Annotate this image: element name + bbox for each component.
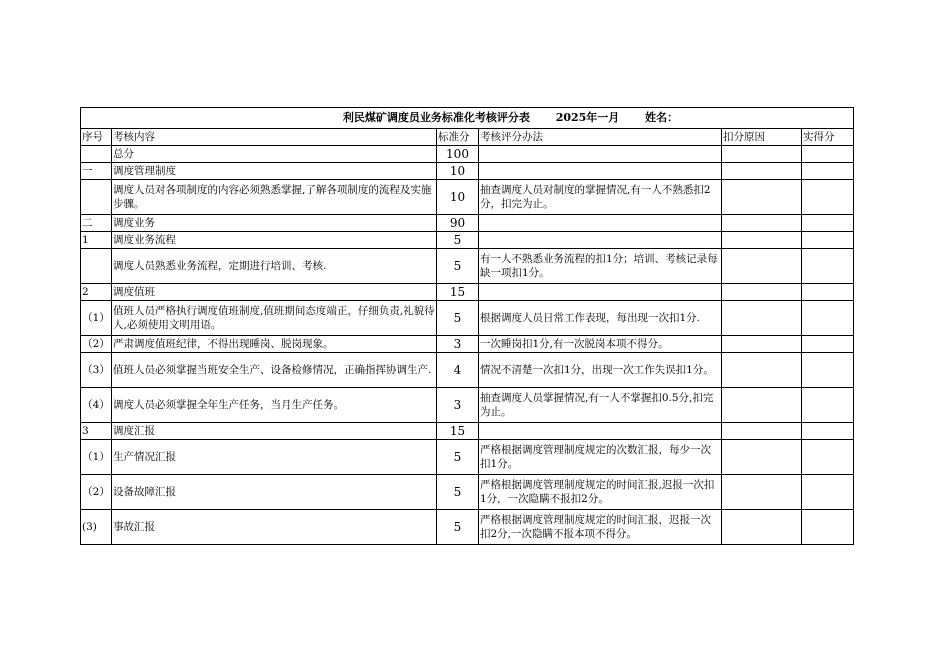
row-num (81, 249, 112, 284)
table-row (81, 336, 854, 353)
row-method: 抽查调度人员对制度的掌握情况,有一人不熟悉扣2分，扣完为止。 (479, 180, 722, 215)
row-score: 15 (437, 423, 479, 440)
row-num: （3） (81, 353, 112, 388)
table-row (81, 475, 854, 510)
table-title (81, 108, 854, 129)
row-actual (802, 510, 854, 545)
row-content: 调度人员对各项制度的内容必须熟悉掌握,了解各项制度的流程及实施步骤。 (112, 180, 437, 215)
row-actual (802, 232, 854, 249)
row-actual (802, 475, 854, 510)
row-reason (722, 510, 802, 545)
row-content: 调度管理制度 (112, 163, 437, 180)
row-reason (722, 353, 802, 388)
row-num: （4） (81, 388, 112, 423)
header-num: 序号 (81, 129, 112, 146)
table-row (81, 215, 854, 232)
header-method: 考核评分办法 (479, 129, 722, 146)
row-score: 5 (437, 510, 479, 545)
table-row (81, 510, 854, 545)
row-score: 3 (437, 388, 479, 423)
row-num: 3 (81, 423, 112, 440)
title-main: 利民煤矿调度员业务标准化考核评分表 (342, 111, 530, 124)
row-method (479, 284, 722, 301)
row-content: 总分 (112, 146, 437, 163)
row-method: 严格根据调度管理制度规定的次数汇报，每少一次扣1分。 (479, 440, 722, 475)
row-content: 值班人员必须掌握当班安全生产、设备检修情况，正确指挥协调生产. (112, 353, 437, 388)
row-num: （2） (81, 475, 112, 510)
evaluation-sheet (80, 107, 853, 545)
row-method: 严格根据调度管理制度规定的时间汇报,迟报一次扣1分，一次隐瞒不报扣2分。 (479, 475, 722, 510)
row-method (479, 146, 722, 163)
row-reason (722, 440, 802, 475)
row-method: 根据调度人员日常工作表现，每出现一次扣1分. (479, 301, 722, 336)
row-actual (802, 353, 854, 388)
row-num: (3) (81, 510, 112, 545)
row-num: 2 (81, 284, 112, 301)
row-actual (802, 249, 854, 284)
row-content: 调度汇报 (112, 423, 437, 440)
table-row (81, 180, 854, 215)
title-date: 2025年一月 (555, 111, 620, 124)
table-row (81, 232, 854, 249)
row-content: 生产情况汇报 (112, 440, 437, 475)
row-score: 4 (437, 353, 479, 388)
row-method: 有一人不熟悉业务流程的扣1分；培训、考核记录每缺一项扣1分。 (479, 249, 722, 284)
row-actual (802, 336, 854, 353)
row-num: （1） (81, 440, 112, 475)
table-row (81, 284, 854, 301)
row-num: 二 (81, 215, 112, 232)
row-num: （1） (81, 301, 112, 336)
row-reason (722, 336, 802, 353)
row-reason (722, 284, 802, 301)
row-num (81, 146, 112, 163)
row-method: 严格根据调度管理制度规定的时间汇报，迟报一次扣2分,一次隐瞒不报本项不得分。 (479, 510, 722, 545)
table-row (81, 440, 854, 475)
row-content: 严肃调度值班纪律，不得出现睡岗、脱岗现象。 (112, 336, 437, 353)
row-score: 5 (437, 249, 479, 284)
row-content: 调度值班 (112, 284, 437, 301)
header-reason: 扣分原因 (722, 129, 802, 146)
header-score: 标准分 (437, 129, 479, 146)
row-num: （2） (81, 336, 112, 353)
row-score: 100 (437, 146, 479, 163)
row-reason (722, 215, 802, 232)
row-score: 10 (437, 180, 479, 215)
table-row (81, 423, 854, 440)
row-actual (802, 440, 854, 475)
row-content: 调度业务 (112, 215, 437, 232)
row-score: 90 (437, 215, 479, 232)
row-num: 一 (81, 163, 112, 180)
table-row (81, 249, 854, 284)
row-method: 一次睡岗扣1分,有一次脱岗本项不得分。 (479, 336, 722, 353)
row-num (81, 180, 112, 215)
row-score: 10 (437, 163, 479, 180)
row-actual (802, 388, 854, 423)
row-actual (802, 301, 854, 336)
row-score: 5 (437, 475, 479, 510)
row-method: 抽查调度人员掌握情况,有一人不掌握扣0.5分,扣完为止。 (479, 388, 722, 423)
row-method (479, 215, 722, 232)
row-reason (722, 146, 802, 163)
row-reason (722, 301, 802, 336)
row-num: 1 (81, 232, 112, 249)
row-reason (722, 232, 802, 249)
row-method: 情况不清楚一次扣1分，出现一次工作失误扣1分。 (479, 353, 722, 388)
row-reason (722, 475, 802, 510)
row-score: 5 (437, 301, 479, 336)
row-actual (802, 146, 854, 163)
table-row (81, 163, 854, 180)
table-row (81, 353, 854, 388)
row-content: 调度人员熟悉业务流程，定期进行培训、考核. (112, 249, 437, 284)
row-actual (802, 180, 854, 215)
row-actual (802, 215, 854, 232)
row-score: 5 (437, 440, 479, 475)
row-content: 调度业务流程 (112, 232, 437, 249)
row-method (479, 163, 722, 180)
row-method (479, 232, 722, 249)
row-reason (722, 388, 802, 423)
row-score: 15 (437, 284, 479, 301)
row-content: 设备故障汇报 (112, 475, 437, 510)
row-actual (802, 423, 854, 440)
header-content: 考核内容 (112, 129, 437, 146)
row-reason (722, 423, 802, 440)
header-row (81, 129, 854, 146)
evaluation-table (80, 107, 854, 545)
row-reason (722, 249, 802, 284)
row-actual (802, 284, 854, 301)
table-row (81, 301, 854, 336)
row-score: 5 (437, 232, 479, 249)
header-actual: 实得分 (802, 129, 854, 146)
table-row (81, 388, 854, 423)
table-row (81, 146, 854, 163)
row-content: 事故汇报 (112, 510, 437, 545)
row-content: 调度人员必须掌握全年生产任务，当月生产任务。 (112, 388, 437, 423)
row-method (479, 423, 722, 440)
title-name-label: 姓名： (645, 111, 679, 124)
row-reason (722, 180, 802, 215)
row-score: 3 (437, 336, 479, 353)
row-actual (802, 163, 854, 180)
row-content: 值班人员严格执行调度值班制度,值班期间态度端正，仔细负责,礼貌待人,必须使用文明用语。 (112, 301, 437, 336)
row-reason (722, 163, 802, 180)
